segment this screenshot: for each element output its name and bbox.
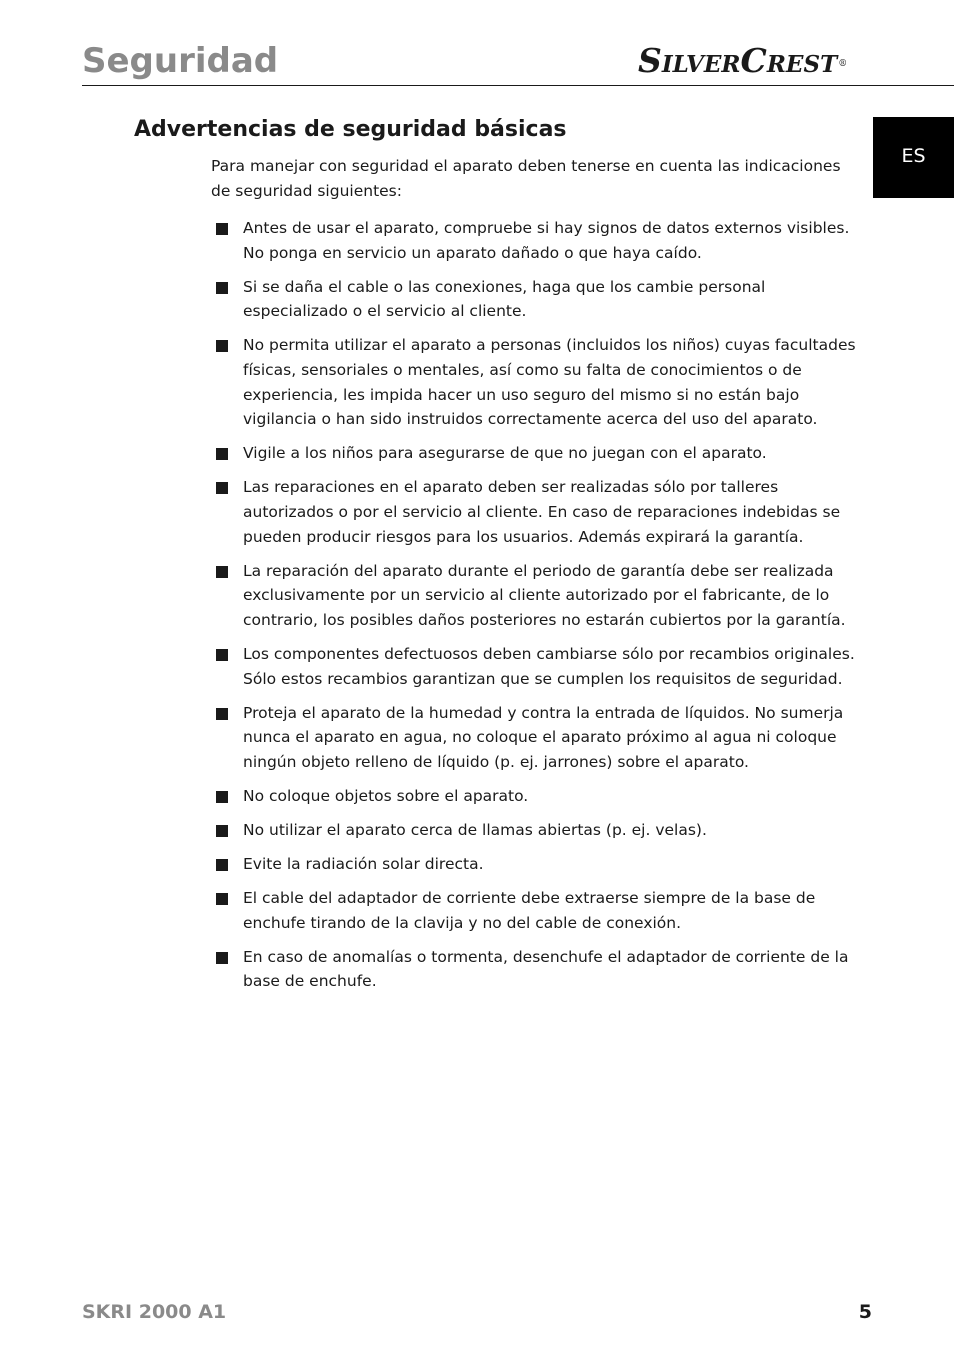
list-item [216, 642, 856, 691]
list-item-text: En caso de anomalías o tormenta, desenchufe el adaptador de corriente de la base de enchufe. [243, 947, 849, 991]
list-item [216, 275, 856, 324]
brand-logo-cap-2: C [740, 41, 767, 80]
safety-list [216, 216, 856, 1004]
intro-paragraph: Para manejar con seguridad el aparato deben tenerse en cuenta las indicaciones de seguridad siguientes: [211, 157, 841, 200]
bullet-square-icon [216, 223, 228, 235]
list-item-text: Proteja el aparato de la humedad y contra la entrada de líquidos. No sumerja nunca el aparato en agua, no coloque el aparato próximo al agua ni coloque ningún objeto relleno de líquido (p. ej. jarrones) sobre el aparato. [243, 703, 844, 771]
list-item-text: Los componentes defectuosos deben cambiarse sólo por recambios originales. Sólo estos recambios garantizan que se cumplen los requisitos de seguridad. [243, 644, 855, 688]
bullet-square-icon [216, 649, 228, 661]
list-item [216, 784, 856, 809]
bullet-square-icon [216, 482, 228, 494]
list-item-text: No coloque objetos sobre el aparato. [243, 786, 529, 805]
bullet-square-icon [216, 566, 228, 578]
list-item-text: El cable del adaptador de corriente debe extraerse siempre de la base de enchufe tirando de la clavija y no del cable de conexión. [243, 889, 816, 932]
list-item [216, 333, 856, 431]
list-item [216, 945, 856, 994]
list-item [216, 701, 856, 775]
bullet-square-icon [216, 448, 228, 460]
list-item-text: La reparación del aparato durante el periodo de garantía debe ser realizada exclusivamente por un servicio al cliente autorizado por el fabricante, de lo contrario, los posibles daños posteriores no estarán cubiertos por la garantía. [243, 561, 846, 629]
header-divider [82, 85, 954, 86]
bullet-square-icon [216, 952, 228, 964]
brand-logo [638, 40, 847, 88]
language-tab [873, 117, 954, 198]
list-item [216, 559, 856, 633]
list-item [216, 475, 856, 549]
list-item-text: Evite la radiación solar directa. [243, 855, 484, 874]
list-item [216, 441, 856, 466]
bullet-square-icon [216, 340, 228, 352]
brand-logo-rest-1: ILVER [661, 51, 741, 78]
section-heading: Advertencias de seguridad básicas [134, 117, 567, 142]
bullet-square-icon [216, 859, 228, 871]
language-tab-label: ES [901, 145, 926, 167]
list-item [216, 818, 856, 843]
list-item [216, 886, 856, 935]
bullet-square-icon [216, 282, 228, 294]
list-item-text: No permita utilizar el aparato a personas (incluidos los niños) cuyas facultades físicas, sensoriales o mentales, así como su falta de conocimientos o de experiencia, les impida hacer un uso seguro del mismo si no están bajo vigilancia o han sido instruidos correctamente acerca del uso del aparato. [243, 336, 856, 429]
bullet-square-icon [216, 791, 228, 803]
list-item [216, 216, 856, 265]
list-item-text: Antes de usar el aparato, compruebe si hay signos de datos externos visibles. No ponga en servicio un aparato dañado o que haya caído. [243, 219, 850, 262]
list-item-text: No utilizar el aparato cerca de llamas abiertas (p. ej. velas). [243, 820, 707, 839]
bullet-square-icon [216, 708, 228, 720]
list-item [216, 852, 856, 877]
registered-mark: ® [838, 58, 848, 69]
bullet-square-icon [216, 825, 228, 837]
list-item-text: Si se daña el cable o las conexiones, haga que los cambie personal especializado o el servicio al cliente. [243, 277, 766, 321]
footer-model-number: SKRI 2000 A1 [82, 1301, 227, 1323]
page-title: Seguridad [82, 41, 279, 81]
list-item-text: Las reparaciones en el aparato deben ser realizadas sólo por talleres autorizados o por el servicio al cliente. En caso de reparaciones indebidas se pueden producir riesgos para los usuarios. Además expirará la garantía. [243, 478, 841, 546]
page-number: 5 [858, 1301, 872, 1323]
bullet-square-icon [216, 893, 228, 905]
brand-logo-rest-2: REST [766, 51, 838, 78]
brand-logo-cap-1: S [638, 41, 662, 80]
list-item-text: Vigile a los niños para asegurarse de que no juegan con el aparato. [243, 444, 767, 463]
